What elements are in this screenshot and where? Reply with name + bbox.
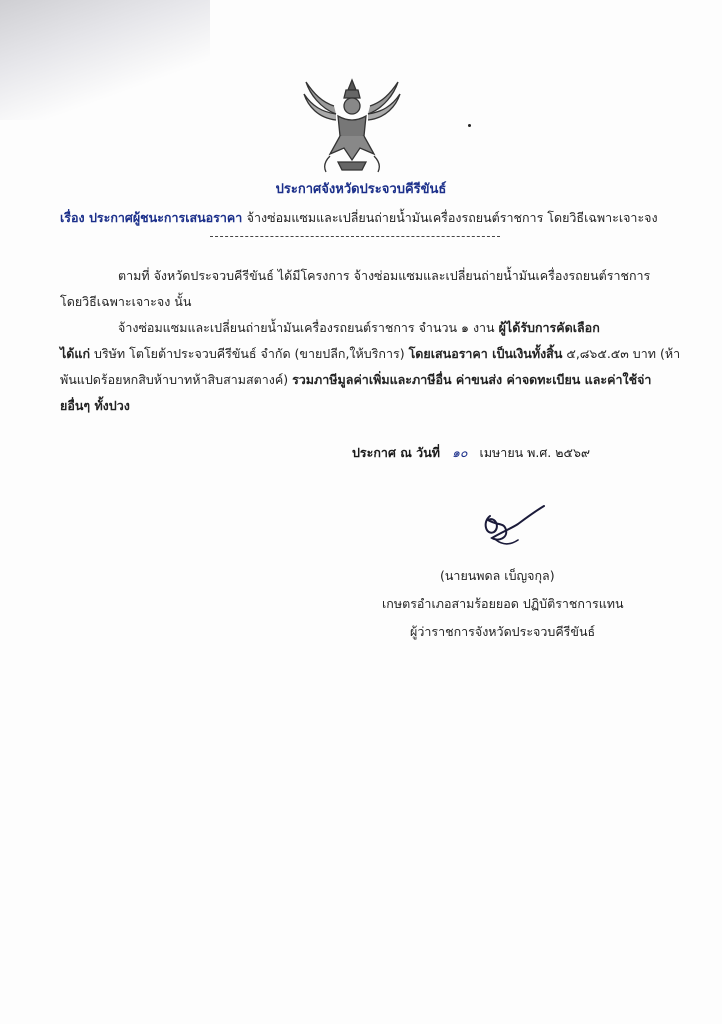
amount-words: พันแปดร้อยหกสิบห้าบาทห้าสิบสามสตางค์) xyxy=(60,372,289,387)
signer-position-2: ผู้ว่าราชการจังหวัดประจวบคีรีขันธ์ xyxy=(410,624,596,639)
subject-text: ประกาศผู้ชนะการเสนอราคา xyxy=(88,210,243,225)
paragraph-1-line-2: โดยวิธีเฉพาะเจาะจง นั้น xyxy=(60,294,192,309)
speck xyxy=(468,124,471,127)
signer-position-1: เกษตรอำเภอสามร้อยยอด ปฏิบัติราชการแทน xyxy=(382,596,624,611)
recipient-label: ได้แก่ xyxy=(60,346,91,361)
company-name: บริษัท โตโยต้าประจวบคีรีขันธ์ จำกัด (ขายปลีก,ให้บริการ) xyxy=(94,346,405,361)
amount: ๕,๘๖๕.๕๓ บาท (ห้า xyxy=(566,346,681,361)
subject-rest: จ้างซ่อมแซมและเปลี่ยนถ่ายน้ำมันเครื่องรถยนต์ราชการ โดยวิธีเฉพาะเจาะจง xyxy=(246,210,658,225)
offer-label: โดยเสนอราคา เป็นเงินทั้งสิ้น xyxy=(408,346,563,361)
date-day: ๑๐ xyxy=(451,445,468,460)
work-description: จ้างซ่อมแซมและเปลี่ยนถ่ายน้ำมันเครื่องรถยนต์ราชการ จำนวน ๑ งาน xyxy=(118,320,495,335)
handwritten-signature-icon xyxy=(478,502,548,550)
page-fold-shadow xyxy=(0,0,210,120)
announcement-date xyxy=(352,443,590,463)
selected-label: ผู้ได้รับการคัดเลือก xyxy=(498,320,600,335)
signer-name: (นายนพดล เบ็ญจกุล) xyxy=(440,568,555,583)
paragraph-2-line-2 xyxy=(60,344,680,364)
date-month-year: เมษายน พ.ศ. ๒๕๖๙ xyxy=(479,445,591,460)
garuda-emblem-icon xyxy=(300,74,404,178)
date-prefix: ประกาศ ณ วันที่ xyxy=(352,445,440,460)
paragraph-2-line-1 xyxy=(118,318,600,338)
paragraph-2-line-3 xyxy=(60,370,651,390)
tax-note: รวมภาษีมูลค่าเพิ่มและภาษีอื่น ค่าขนส่ง ค่าจดทะเบียน และค่าใช้จ่า xyxy=(292,372,652,387)
paragraph-2-line-4: ยอื่นๆ ทั้งปวง xyxy=(60,398,130,413)
subject-line xyxy=(60,208,680,228)
announcement-title: ประกาศจังหวัดประจวบคีรีขันธ์ xyxy=(275,182,447,197)
subject-label: เรื่อง xyxy=(60,210,85,225)
divider xyxy=(210,236,500,237)
paragraph-1-line-1: ตามที่ จังหวัดประจวบคีรีขันธ์ ได้มีโครงการ จ้างซ่อมแซมและเปลี่ยนถ่ายน้ำมันเครื่องรถยนต์ราชการ xyxy=(118,268,651,283)
